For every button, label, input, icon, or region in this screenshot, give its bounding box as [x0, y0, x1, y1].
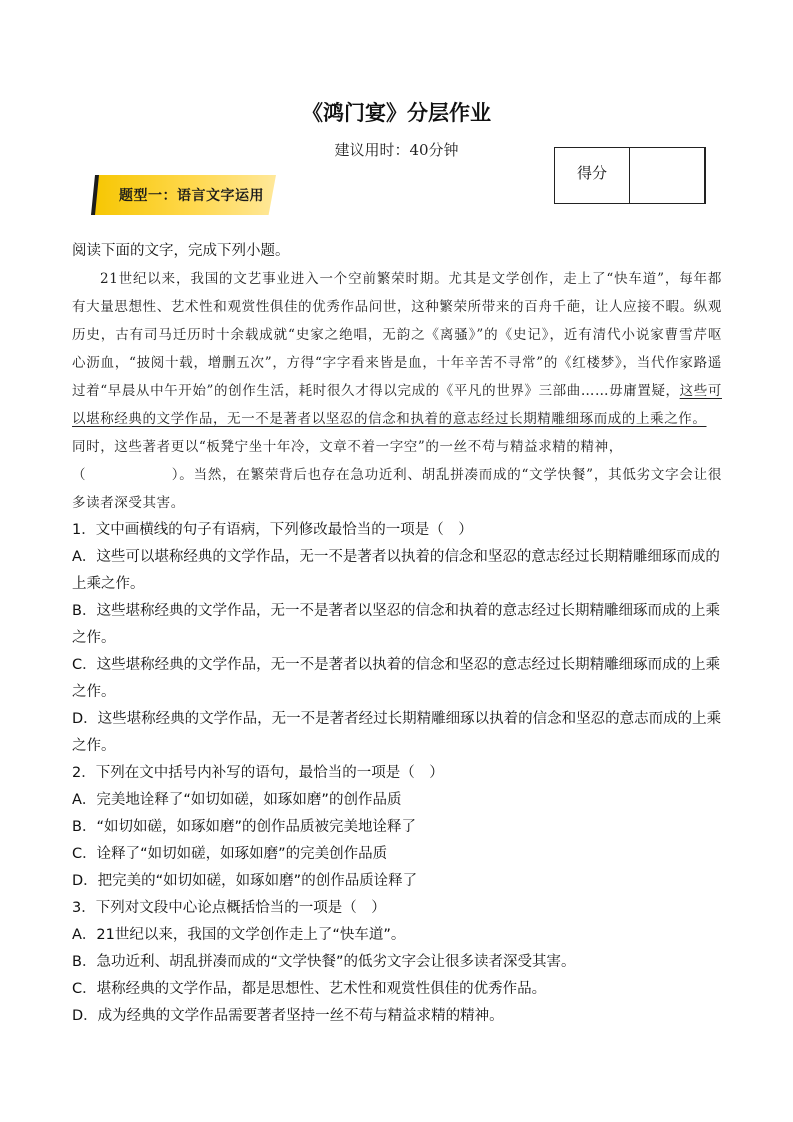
page-title: 《鸿门宴》分层作业: [302, 100, 491, 125]
score-box: [554, 147, 706, 204]
passage-blank-line: （ ）。当然，在繁荣背后也存在急功近利、胡乱拼凑而成的“文学快餐”，其低劣文字会让很多读者深受其害。: [72, 467, 722, 511]
passage-continuation: 同时，这些著者更以“板凳宁坐十年冷，文章不着一字空”的一丝不苟与精益求精的精神，: [72, 439, 623, 455]
score-value-field[interactable]: [630, 148, 705, 203]
question-1-option-d: D．这些堪称经典的文学作品，无一不是著者经过长期精雕细琢以执着的信念和坚忍的意志而成的上乘之作。: [72, 711, 722, 754]
passage-part1: 21世纪以来，我国的文艺事业进入一个空前繁荣时期。尤其是文学创作，走上了“快车道”，每年都有大量思想性、艺术性和观赏性俱佳的优秀作品问世，这种繁荣所带来的百舟千葩，让人应接不暇。纵观历史，古有司马迁历时十余载成就“史家之绝唱，无韵之《离骚》”的《史记》，近有清代小说家曹雪芹呕心沥血，“披阅十载，增删五次”，方得“字字看来皆是血，十年辛苦不寻常”的《红楼梦》，当代作家路遥过着“早晨从中午开始”的创作生活，耗时很久才得以完成的《平凡的世界》三部曲……毋庸置疑，: [72, 271, 722, 399]
question-3-option-c: C．堪称经典的文学作品，都是思想性、艺术性和观赏性俱佳的优秀作品。: [72, 981, 547, 997]
suggested-time: 建议用时：40分钟: [334, 141, 459, 159]
question-2-stem: 2．下列在文中括号内补写的语句，最恰当的一项是（ ）: [72, 765, 444, 781]
passage-underlined-sentence: 这些可以堪称经典的文学作品，无一不是著者以坚忍的信念和执着的意志经过长期精雕细琢而成的上乘之作。: [72, 383, 722, 427]
question-2-option-d: D．把完美的“如切如磋，如琢如磨”的创作品质诠释了: [72, 873, 418, 889]
question-2-option-b: B．“如切如磋，如琢如磨”的创作品质被完美地诠释了: [72, 819, 416, 835]
question-2-option-a: A．完美地诠释了“如切如磋，如琢如磨”的创作品质: [72, 792, 402, 808]
question-3-option-d: D．成为经典的文学作品需要著者坚持一丝不苟与精益求精的精神。: [72, 1008, 504, 1024]
section-banner: [91, 175, 276, 215]
instruction: 阅读下面的文字，完成下列小题。: [72, 243, 290, 259]
question-1-option-c: C．这些堪称经典的文学作品，无一不是著者以执着的信念和坚忍的意志经过长期精雕细琢而成的上乘之作。: [72, 657, 721, 700]
question-3-option-b: B．急功近利、胡乱拼凑而成的“文学快餐”的低劣文字会让很多读者深受其害。: [72, 954, 576, 970]
document-body: [72, 238, 722, 1030]
passage-paragraph: [72, 265, 722, 433]
question-1-stem: 1．文中画横线的句子有语病，下列修改最恰当的一项是（ ）: [72, 522, 473, 538]
section-banner-label: 题型一：语言文字运用: [119, 188, 264, 204]
question-1-option-a: A．这些可以堪称经典的文学作品，无一不是著者以执着的信念和坚忍的意志经过长期精雕细琢而成的上乘之作。: [72, 549, 720, 592]
question-2-option-c: C．诠释了“如切如磋，如琢如磨”的完美创作品质: [72, 846, 388, 862]
question-3-option-a: A．21世纪以来，我国的文学创作走上了“快车道”。: [72, 927, 406, 943]
score-label: 得分: [555, 148, 630, 203]
question-1-option-b: B．这些堪称经典的文学作品，无一不是著者以坚忍的信念和执着的意志经过长期精雕细琢而成的上乘之作。: [72, 603, 720, 646]
question-3-stem: 3．下列对文段中心论点概括恰当的一项是（ ）: [72, 900, 386, 916]
